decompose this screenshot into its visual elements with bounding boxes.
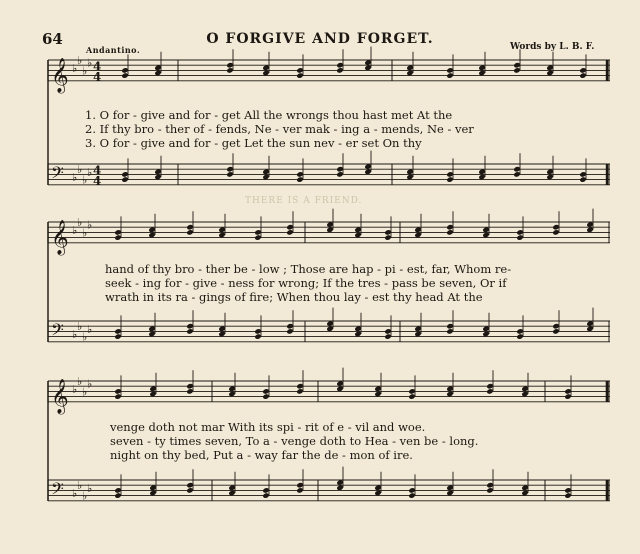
lyric-line-3-3: night on thy bed, Put a - way far the de - mon of ire.	[110, 448, 413, 462]
treble-clef-icon: 𝄞	[51, 219, 69, 255]
flat-icon: ♭	[72, 328, 78, 341]
lyric-line-2-1: hand of thy bro - ther be - low ; Those are hap - pi - est, far, Whom re-	[105, 262, 512, 276]
lyricist-credit: Words by L. B. F.	[510, 42, 595, 52]
flat-icon: ♭	[87, 165, 93, 179]
flat-icon: ♭	[72, 61, 78, 75]
song-title: O FORGIVE AND FORGET.	[206, 31, 434, 47]
bass-clef-icon: 𝄢	[51, 319, 64, 344]
flat-icon: ♭	[82, 64, 88, 78]
flat-icon: ♭	[77, 320, 83, 334]
flat-icon: ♭	[72, 487, 78, 500]
lyric-line-3-2: seven - ty times seven, To a - venge doth to Hea - ven be - long.	[110, 434, 479, 448]
time-signature: 4	[93, 163, 102, 178]
treble-clef-icon: 𝄞	[51, 378, 69, 414]
bass-clef-icon: 𝄢	[51, 478, 64, 503]
flat-icon: ♭	[77, 375, 83, 388]
flat-icon: ♭	[82, 330, 88, 344]
flat-icon: ♭	[87, 322, 93, 336]
flat-icon: ♭	[87, 218, 93, 232]
flat-icon: ♭	[77, 216, 83, 229]
flat-icon: ♭	[82, 226, 88, 240]
flat-icon: ♭	[77, 163, 83, 177]
lyric-line-1-3: 3. O for - give and for - get Let the sun nev - er set On thy	[85, 136, 422, 150]
bleed-through-text: THERE IS A FRIEND.	[245, 196, 363, 206]
lyric-line-1-2: 2. If thy bro - ther of - fends, Ne - ver mak - ing a - mends, Ne - ver	[85, 122, 474, 136]
flat-icon: ♭	[82, 173, 88, 187]
page-number: 64	[42, 30, 63, 48]
flat-icon: ♭	[87, 481, 93, 495]
bass-clef-icon: 𝄢	[51, 162, 64, 187]
time-signature: 4	[93, 173, 102, 188]
lyric-line-3-1: venge doth not mar With its spi - rit of e - vil and woe.	[110, 420, 426, 434]
flat-icon: ♭	[72, 223, 78, 237]
lyric-line-2-3: wrath in its ra - gings of fire; When thou lay - est thy head At the	[105, 290, 483, 304]
flat-icon: ♭	[82, 489, 88, 503]
flat-icon: ♭	[77, 479, 83, 493]
lyric-line-1-1: 1. O for - give and for - get All the wrongs thou hast met At the	[85, 108, 453, 122]
flat-icon: ♭	[72, 382, 78, 396]
treble-clef-icon: 𝄞	[51, 57, 69, 93]
flat-icon: ♭	[87, 56, 93, 70]
flat-icon: ♭	[72, 171, 78, 184]
flat-icon: ♭	[82, 385, 88, 399]
flat-icon: ♭	[87, 377, 93, 391]
flat-icon: ♭	[77, 54, 83, 67]
time-signature: 4	[93, 59, 102, 74]
tempo-marking: Andantino.	[86, 45, 141, 55]
time-signature: 4	[93, 69, 102, 84]
lyric-line-2-2: seek - ing for - give - ness for wrong; If the tres - pass be seven, Or if	[105, 276, 507, 290]
